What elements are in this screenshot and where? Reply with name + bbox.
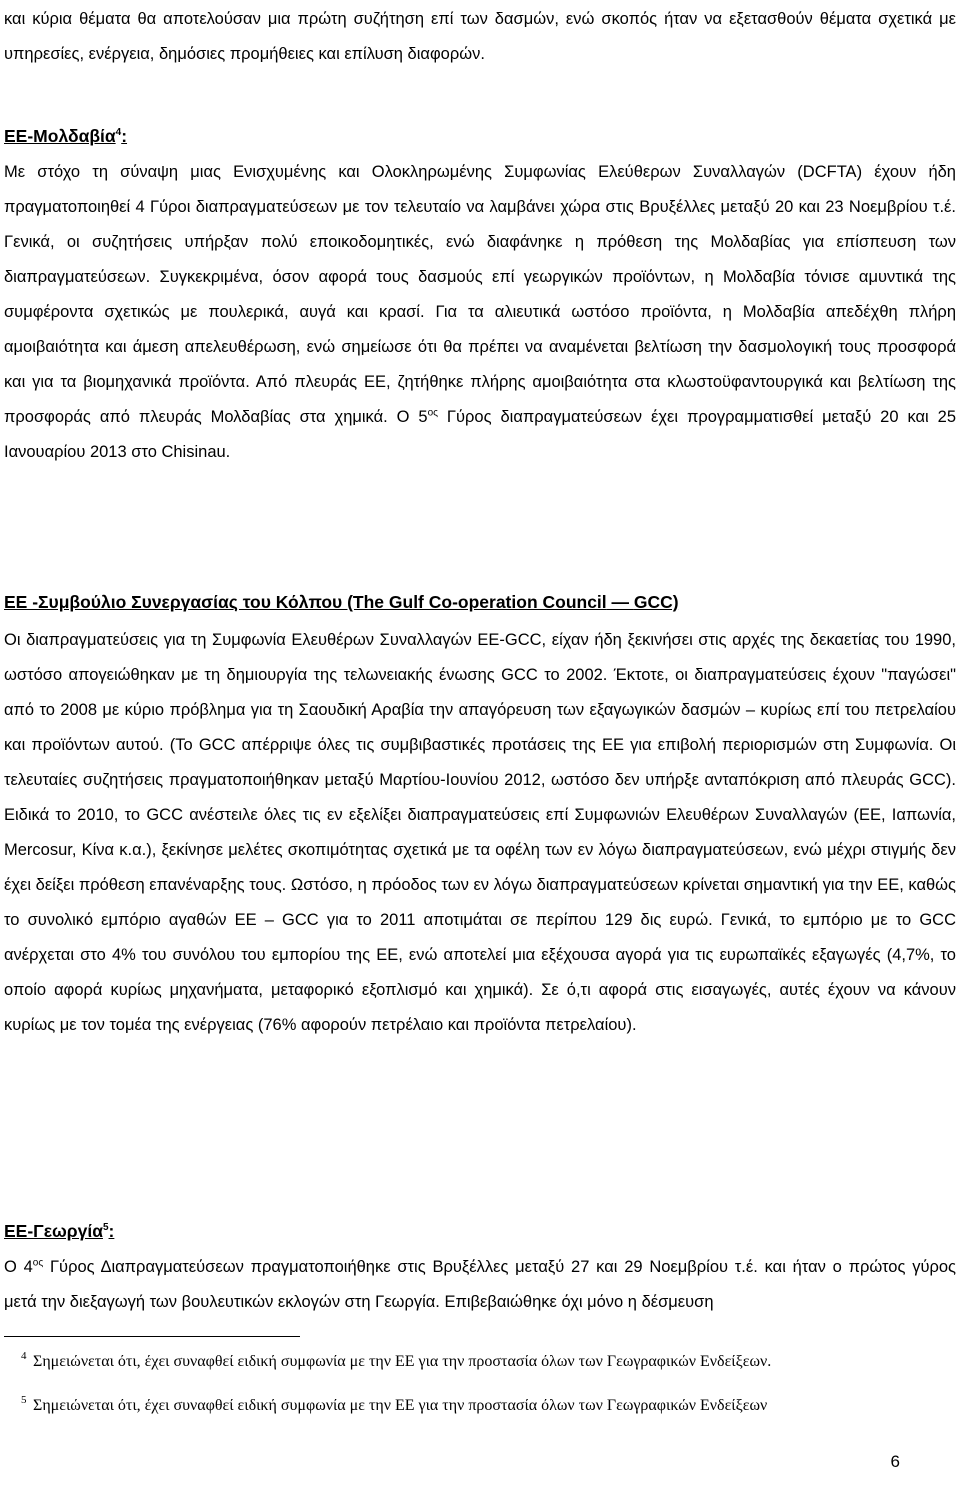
georgia-text-b: Γύρος Διαπραγματεύσεων πραγματοποιήθηκε στις Βρυξέλλες μεταξύ 27 και 29 Νοεμβρίου τ.έ. και ήταν ο πρώτος γύρος μετά την διεξαγωγή των βουλευτικών εκλογών στη Γεωργία. Επιβεβαιώθηκε όχι μόνο η δέσμευση [4,1258,956,1311]
footnote-separator [4,1336,300,1337]
georgia-heading-suffix: : [108,1221,115,1241]
georgia-ordinal-sup: ος [32,1257,44,1269]
footnote-5-number: 5 [21,1394,27,1406]
moldova-heading-text: ΕΕ-Μολδαβία [4,126,116,146]
moldova-heading [4,124,127,148]
gcc-heading-text-a: ΕΕ -Συμβούλιο Συνεργασίας του Κόλπου (The Gulf Co-operation Council [4,592,607,612]
gcc-paragraph: Οι διαπραγματεύσεις για τη Συμφωνία Ελευθέρων Συναλλαγών ΕΕ-GCC, είχαν ήδη ξεκινήσει στις αρχές της δεκαετίας του 1990, ωστόσο απογειώθηκαν με τη δημιουργία της τελωνειακής ένωσης GCC το 2002. Έκτοτε, οι διαπραγματεύσεις έχουν "παγώσει" από το 2008 με κύριο πρόβλημα για τη Σαουδική Αραβία την απαγόρευση των εξαγωγικών δασμών – κυρίως επί του πετρελαίου και προϊόντων αυτού. (Το GCC απέρριψε όλες τις συμβιβαστικές προτάσεις της ΕΕ για επιβολή περιορισμών στη Συμφωνία. Οι τελευταίες συζητήσεις πραγματοποιήθηκαν μεταξύ Μαρτίου-Ιουνίου 2012, ωστόσο δεν υπήρξε ανταπόκριση από πλευράς GCC). Ειδικά το 2010, το GCC ανέστειλε όλες τις εν εξελίξει διαπραγματεύσεις επί Συμφωνιών Ελευθέρων Συναλλαγών (ΕΕ, Ιαπωνία, Mercosur, Κίνα κ.α.), ξεκίνησε μελέτες σκοπιμότητας σχετικά με τα οφέλη των εν λόγω διαπραγματεύσεων, ενώ μέχρι στιγμής δεν έχει δείξει πρόθεση επανέναρξης τους. Ωστόσο, η πρόοδος των εν λόγω διαπραγματεύσεων κρίνεται σημαντική για την ΕΕ, καθώς το συνολικό εμπόριο αγαθών ΕΕ – GCC για το 2011 αποτιμάται σε περίπου 129 δις ευρώ. Γενικά, το εμπόριο με το GCC ανέρχεται στο 4% του συνόλου του εμπορίου της ΕΕ, ενώ αποτελεί μια εξέχουσα αγορά για τις ευρωπαϊκές εξαγωγές (4,7%, το οποίο αφορά κυρίως μηχανήματα, μεταφορικό εξοπλισμό και χημικά). Σε ό,τι αφορά στις εισαγωγές, αυτές έχουν να κάνουν κυρίως με τον τομέα της ενέργειας (76% αφορούν πετρέλαιο και προϊόντα πετρελαίου). [4,631,956,1034]
footnote-4-text: Σημειώνεται ότι, έχει συναφθεί ειδική συμφωνία με την ΕΕ για την προστασία όλων των Γεωγραφικών Ενδείξεων. [33,1353,772,1370]
gcc-heading-text-b: GCC) [633,592,679,612]
footnote-5 [21,1394,957,1417]
georgia-paragraph [4,1250,956,1320]
georgia-heading-text: ΕΕ-Γεωργία [4,1221,103,1241]
moldova-footnote-ref[interactable]: 4 [115,127,122,139]
moldova-text-b: Γύρος διαπραγματεύσεων έχει προγραμματισθεί μεταξύ 20 και 25 Ιανουαρίου 2013 στο Chisinau. [4,408,957,461]
gcc-heading [4,590,679,614]
georgia-heading [4,1219,114,1243]
moldova-paragraph [4,155,956,470]
moldova-heading-suffix: : [121,126,128,146]
moldova-text-a: Με στόχο τη σύναψη μιας Ενισχυμένης και Ολοκληρωμένης Συμφωνίας Ελεύθερων Συναλλαγών (DCFTA) έχουν ήδη πραγματοποιηθεί 4 Γύροι διαπραγματεύσεων με τον τελευταίο να λαμβάνει χώρα στις Βρυξέλλες μεταξύ 20 και 23 Νοεμβρίου τ.έ. Γενικά, οι συζητήσεις υπήρξαν πολύ εποικοδομητικές, ενώ διαφάνηκε η πρόθεση της Μολδαβίας για επίσπευση των διαπραγματεύσεων. Συγκεκριμένα, όσον αφορά τους δασμούς επί γεωργικών προϊόντων, η Μολδαβία τόνισε αμυντικά της συμφέροντα σχετικώς με πουλερικά, αυγά και κρασί. Για τα αλιευτικά ωστόσο προϊόντα, η Μολδαβία απεδέχθη πλήρη αμοιβαιότητα και άμεση απελευθέρωση, ενώ σημείωσε ότι θα πρέπει να αναμένεται βελτίωση την δασμολογική τους προσφορά και για τα βιομηχανικά προϊόντα. Από πλευράς ΕΕ, ζητήθηκε πλήρης αμοιβαιότητα στα κλωστοϋφαντουργικά και βελτίωση της προσφοράς από πλευράς Μολδαβίας στα χημικά. Ο 5 [4,163,956,426]
page-number: 6 [890,1452,900,1471]
footnote-4 [21,1350,957,1373]
footnote-4-number: 4 [21,1350,27,1362]
moldova-ordinal-sup: ος [427,407,438,419]
gcc-heading-dash: — [606,592,634,612]
intro-paragraph: και κύρια θέματα θα αποτελούσαν μια πρώτη συζήτηση επί των δασμών, ενώ σκοπός ήταν να εξετασθούν θέματα σχετικά με υπηρεσίες, ενέργεια, δημόσιες προμήθειες και επίλυση διαφορών. [4,10,956,63]
georgia-footnote-ref[interactable]: 5 [102,1222,109,1234]
footnote-5-text: Σημειώνεται ότι, έχει συναφθεί ειδική συμφωνία με την ΕΕ για την προστασία όλων των Γεωγραφικών Ενδείξεων [33,1397,768,1414]
georgia-text-a: Ο 4 [4,1258,33,1276]
